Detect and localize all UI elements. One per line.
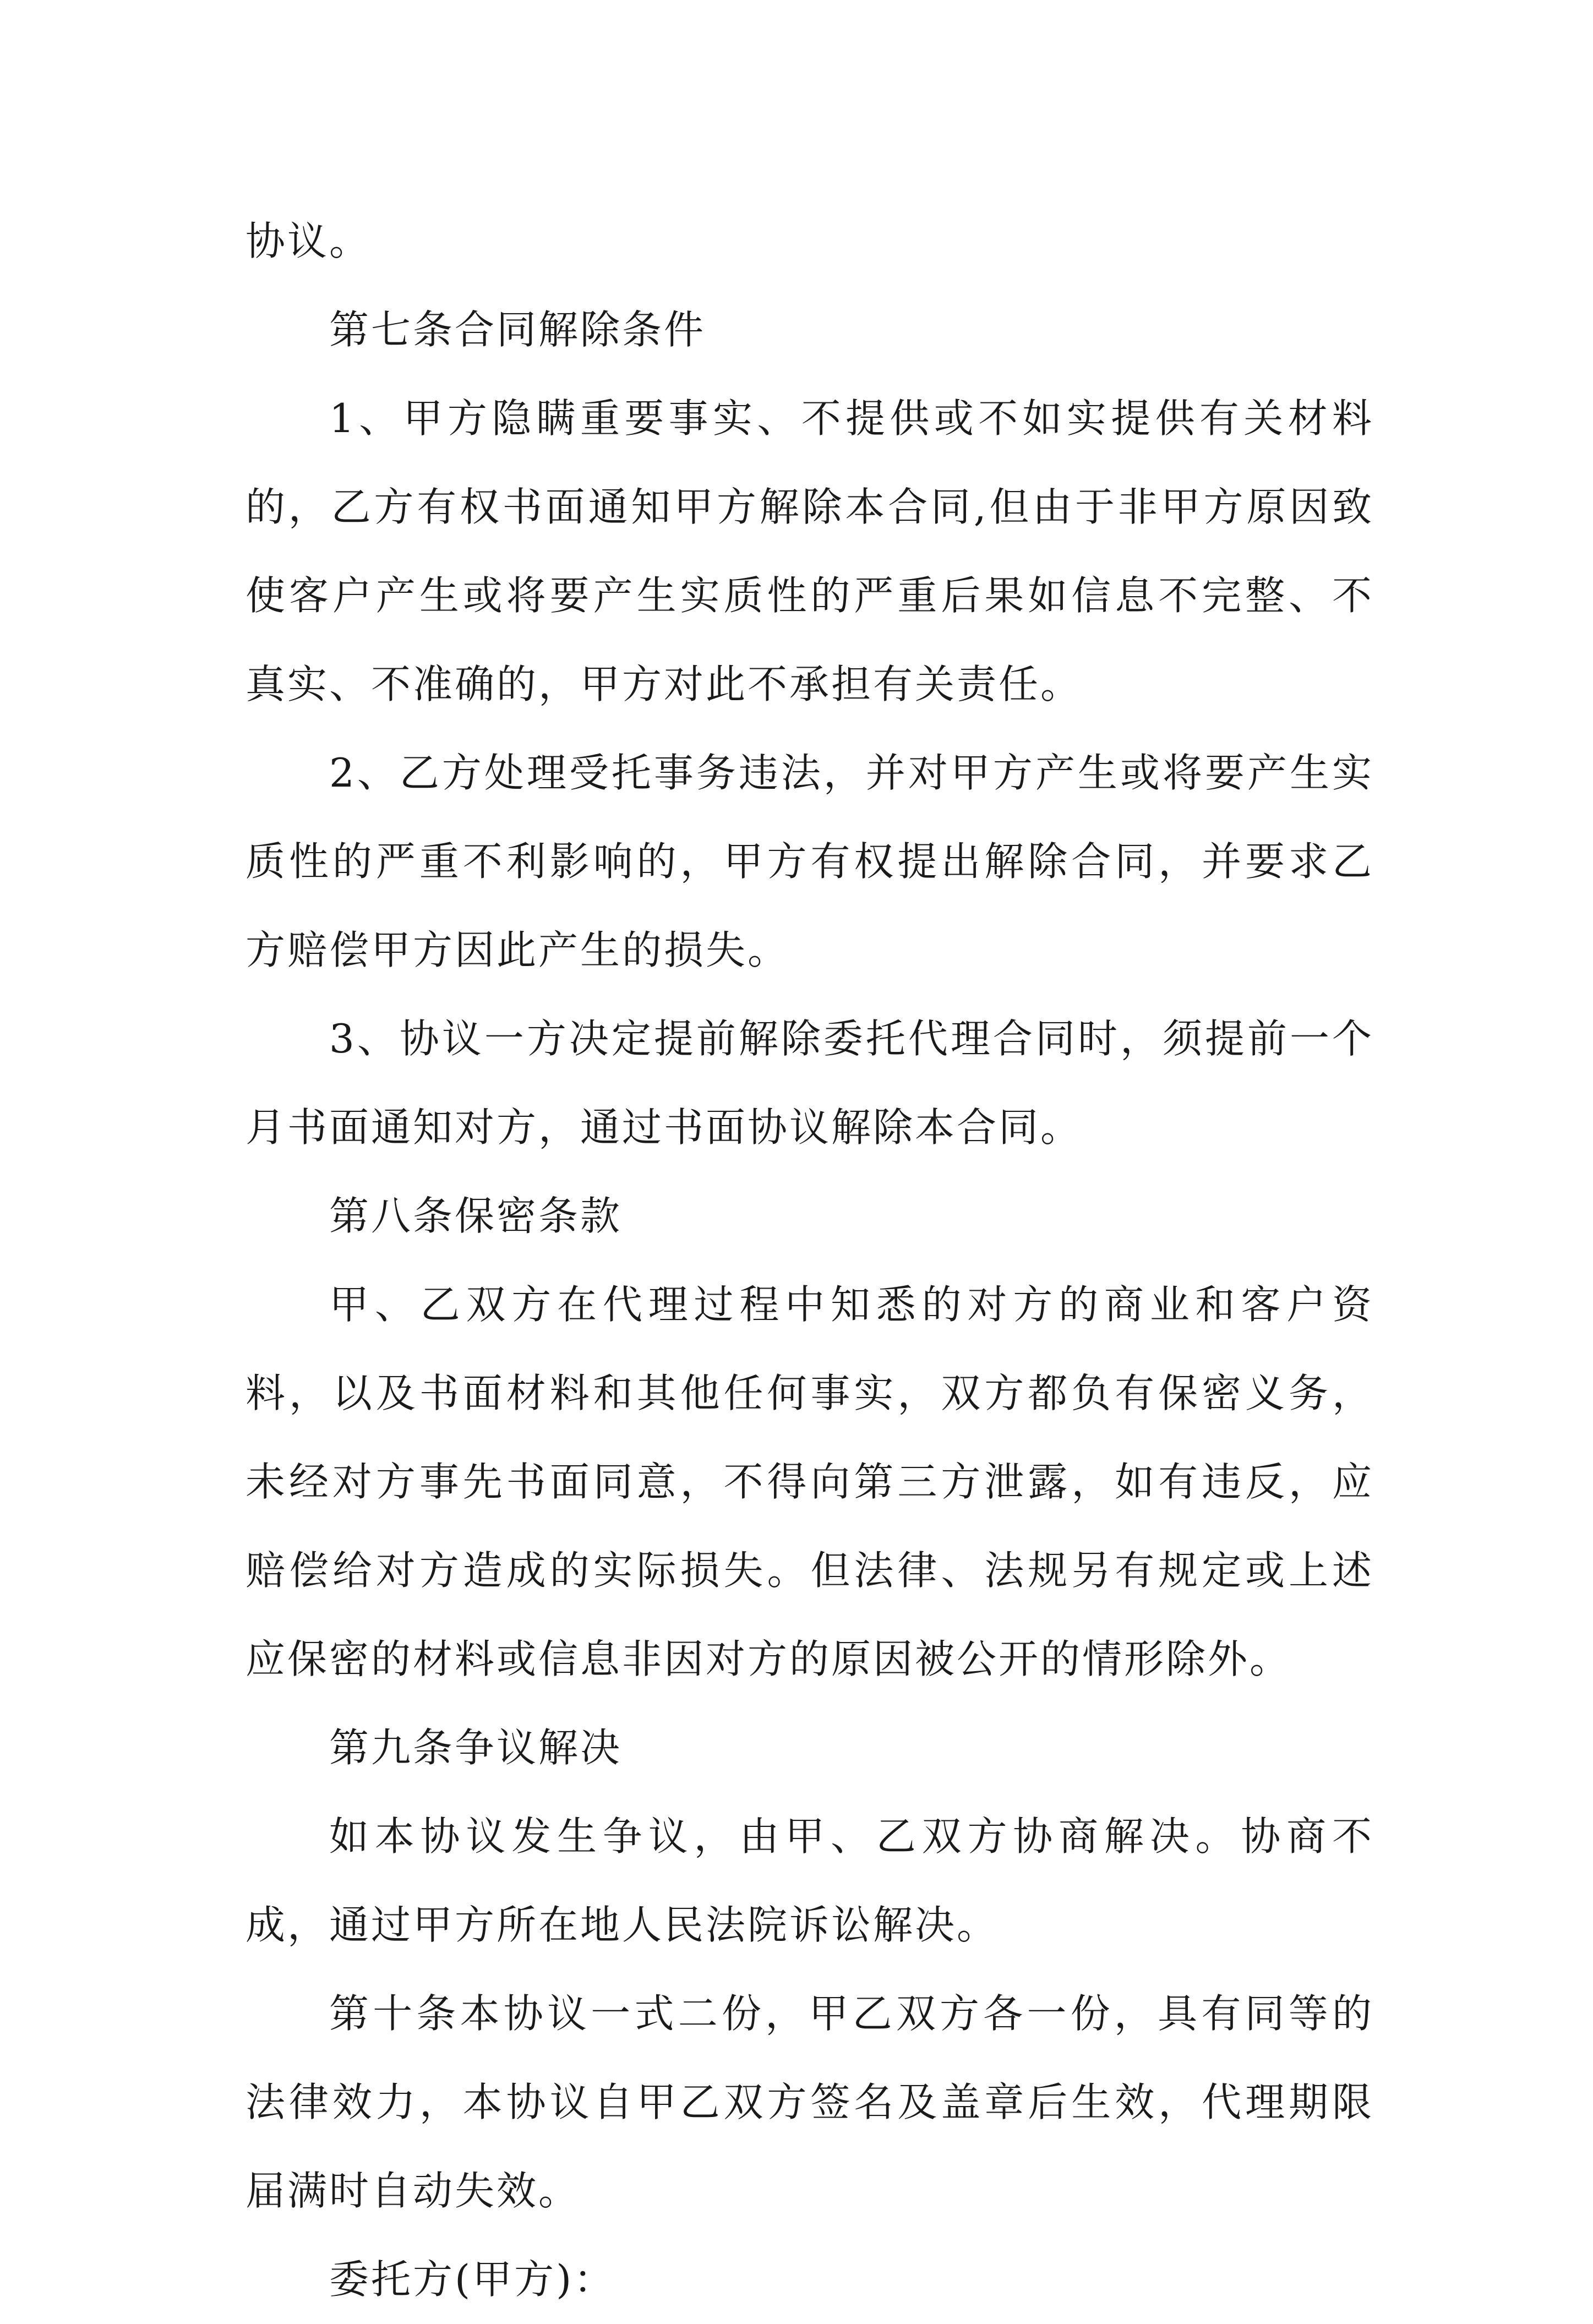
paragraph-continuation: 协议。	[246, 218, 372, 264]
article-7-clause-1: 1、甲方隐瞒重要事实、不提供或不如实提供有关材料的，乙方有权书面通知甲方解除本合同,但由于非甲方原因致使客户产生或将要产生实质性的严重后果如信息不完整、不真实、不准确的，甲方对此不承担有关责任。	[246, 395, 1374, 707]
article-7-clause-3: 3、协议一方决定提前解除委托代理合同时，须提前一个月书面通知对方，通过书面协议解除本合同。	[246, 1016, 1374, 1150]
document-body	[246, 197, 1374, 2324]
article-8-heading: 第八条保密条款	[329, 1193, 623, 1239]
article-9-body: 如本协议发生争议，由甲、乙双方协商解决。协商不成，通过甲方所在地人民法院诉讼解决。	[246, 1813, 1374, 1948]
article-7-heading: 第七条合同解除条件	[329, 307, 706, 353]
signature-party-a-label: 委托方(甲方)：	[329, 2256, 616, 2303]
article-10-body: 第十条本协议一式二份，甲乙双方各一份，具有同等的法律效力，本协议自甲乙双方签名及盖章后生效，代理期限届满时自动失效。	[246, 1990, 1374, 2214]
article-8-body: 甲、乙双方在代理过程中知悉的对方的商业和客户资料，以及书面材料和其他任何事实，双方都负有保密义务，未经对方事先书面同意，不得向第三方泄露，如有违反，应赔偿给对方造成的实际损失。但法律、法规另有规定或上述应保密的材料或信息非因对方的原因被公开的情形除外。	[246, 1281, 1374, 1682]
article-7-clause-2: 2、乙方处理受托事务违法，并对甲方产生或将要产生实质性的严重不利影响的，甲方有权提出解除合同，并要求乙方赔偿甲方因此产生的损失。	[246, 750, 1374, 973]
article-9-heading: 第九条争议解决	[329, 1725, 623, 1771]
